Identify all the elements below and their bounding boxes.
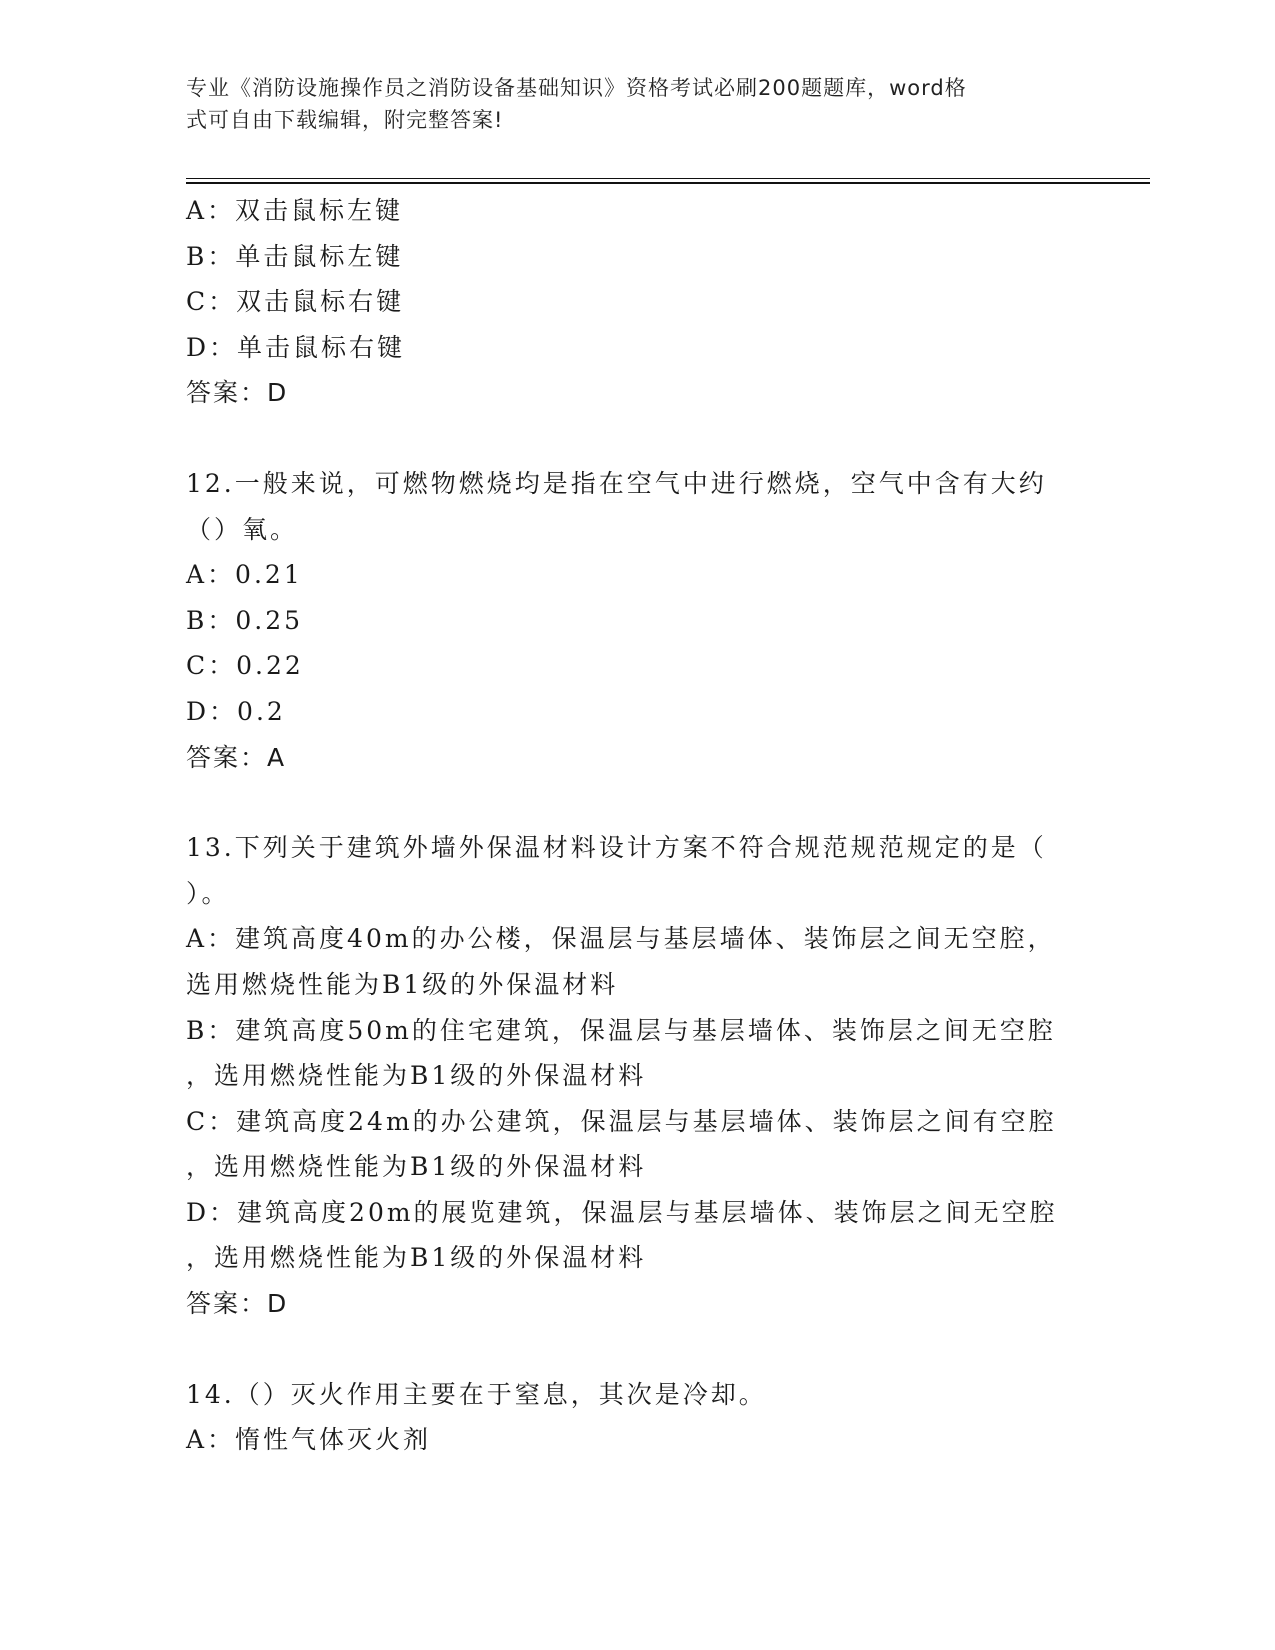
question-block xyxy=(186,461,1086,780)
question-text-line: B：单击鼠标左键 xyxy=(186,241,404,271)
question-text-line: B：0.25 xyxy=(186,605,304,635)
question-text-line: D：单击鼠标右键 xyxy=(186,332,406,362)
question-list xyxy=(186,188,1086,1463)
question-text-line: C：0.22 xyxy=(186,651,304,681)
question-block xyxy=(186,1372,1086,1463)
answer-line: 答案：D xyxy=(186,1289,289,1319)
question-text-line: 选用燃烧性能为B1级的外保温材料 xyxy=(186,969,619,999)
question-text-line: ，选用燃烧性能为B1级的外保温材料 xyxy=(186,1152,647,1182)
header-line-1: 专业《消防设施操作员之消防设备基础知识》资格考试必刷200题题库，word格 xyxy=(186,76,967,100)
question-text-line: A：0.21 xyxy=(186,560,303,590)
answer-line: 答案：A xyxy=(186,742,287,772)
question-text-line: ）。 xyxy=(186,878,230,908)
question-text-line: （）氧。 xyxy=(186,514,299,544)
header-divider-thin xyxy=(186,178,1150,179)
question-block xyxy=(186,825,1086,1327)
question-text-line: ，选用燃烧性能为B1级的外保温材料 xyxy=(186,1243,647,1273)
question-text-line: A：建筑高度40m的办公楼，保温层与基层墙体、装饰层之间无空腔， xyxy=(186,924,1056,954)
answer-line: 答案：D xyxy=(186,378,289,408)
question-text-line: 12.一般来说，可燃物燃烧均是指在空气中进行燃烧，空气中含有大约 xyxy=(186,468,1047,498)
question-text-line: A：惰性气体灭火剂 xyxy=(186,1425,432,1455)
question-text-line: A：双击鼠标左键 xyxy=(186,196,404,225)
header-line-2: 式可自由下载编辑，附完整答案! xyxy=(186,108,504,132)
question-text-line: ，选用燃烧性能为B1级的外保温材料 xyxy=(186,1061,647,1091)
question-text-line: 14.（）灭火作用主要在于窒息，其次是冷却。 xyxy=(186,1379,767,1409)
question-text-line: D：建筑高度20m的展览建筑，保温层与基层墙体、装饰层之间无空腔 xyxy=(186,1197,1058,1227)
question-text-line: C：建筑高度24m的办公建筑，保温层与基层墙体、装饰层之间有空腔 xyxy=(186,1106,1057,1136)
question-text-line: D：0.2 xyxy=(186,696,286,726)
header-divider-thick xyxy=(186,182,1150,184)
question-block xyxy=(186,188,1086,416)
document-header xyxy=(186,72,1066,136)
question-text-line: 13.下列关于建筑外墙外保温材料设计方案不符合规范规范规定的是（ xyxy=(186,833,1047,863)
question-text-line: C：双击鼠标右键 xyxy=(186,287,405,317)
question-text-line: B：建筑高度50m的住宅建筑，保温层与基层墙体、装饰层之间无空腔 xyxy=(186,1015,1056,1045)
